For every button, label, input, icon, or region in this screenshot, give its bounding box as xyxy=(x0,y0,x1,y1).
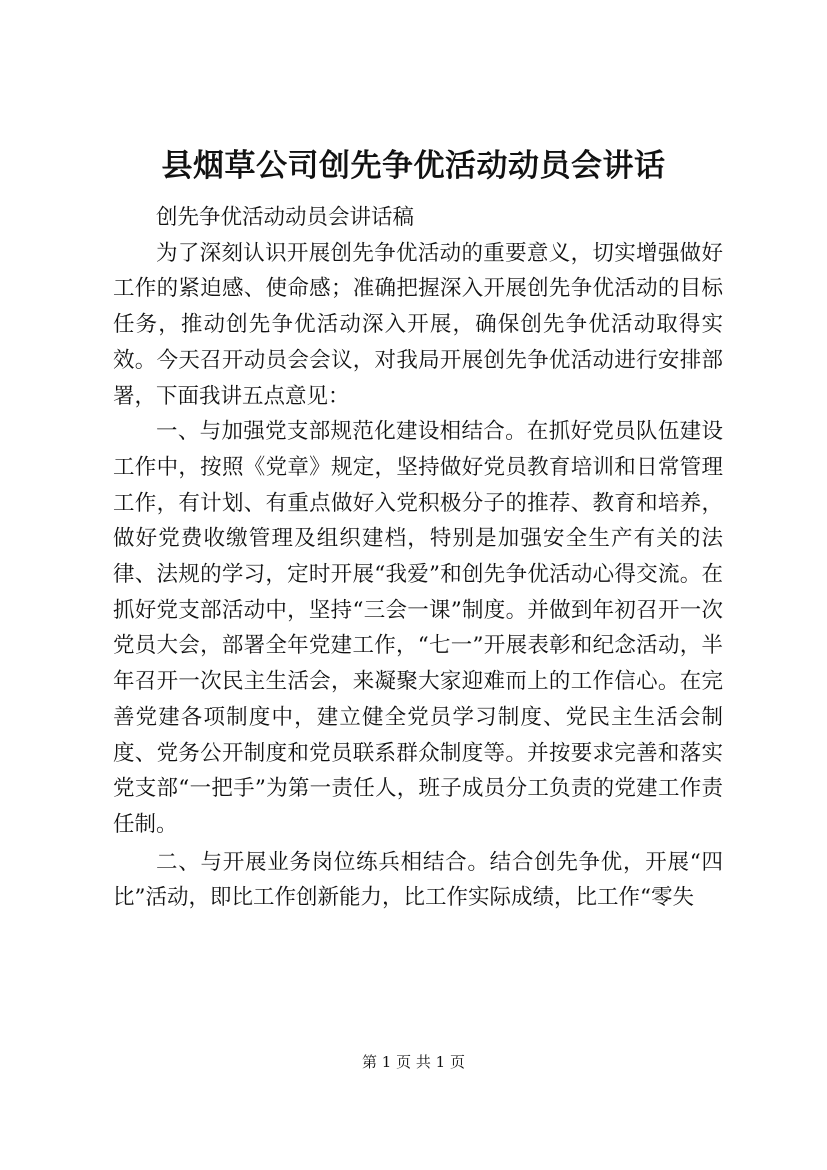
section-one-paragraph: 一、与加强党支部规范化建设相结合。在抓好党员队伍建设工作中，按照《党章》规定，坚持做好党员教育培训和日常管理工作，有计划、有重点做好入党积极分子的推荐、教育和培养，做好党费收缴管理及组织建档，特别是加强安全生产有关的法律、法规的学习，定时开展“我爱”和创先争优活动心得交流。在抓好党支部活动中，坚持“三会一课”制度。并做到年初召开一次党员大会，部署全年党建工作，“七一”开展表彰和纪念活动，半年召开一次民主生活会，来凝聚大家迎难而上的工作信心。在完善党建各项制度中，建立健全党员学习制度、党民主生活会制度、党务公开制度和党员联系群众制度等。并按要求完善和落实党支部“一把手”为第一责任人，班子成员分工负责的党建工作责任制。 xyxy=(113,419,723,837)
document-title: 县烟草公司创先争优活动动员会讲话 xyxy=(161,148,666,184)
section-two-paragraph: 二、与开展业务岗位练兵相结合。结合创先争优，开展“四比”活动，即比工作创新能力，比工作实际成绩，比工作“零失 xyxy=(113,849,723,911)
document-body xyxy=(113,200,723,916)
page-footer: 第 1 页 共 1 页 xyxy=(362,1053,465,1071)
subtitle-paragraph: 创先争优活动动员会讲话稿 xyxy=(156,205,415,230)
intro-paragraph: 为了深刻认识开展创先争优活动的重要意义，切实增强做好工作的紧迫感、使命感；准确把握深入开展创先争优活动的目标任务，推动创先争优活动深入开展，确保创先争优活动取得实效。今天召开动员会会议，对我局开展创先争优活动进行安排部署，下面我讲五点意见： xyxy=(113,240,723,409)
